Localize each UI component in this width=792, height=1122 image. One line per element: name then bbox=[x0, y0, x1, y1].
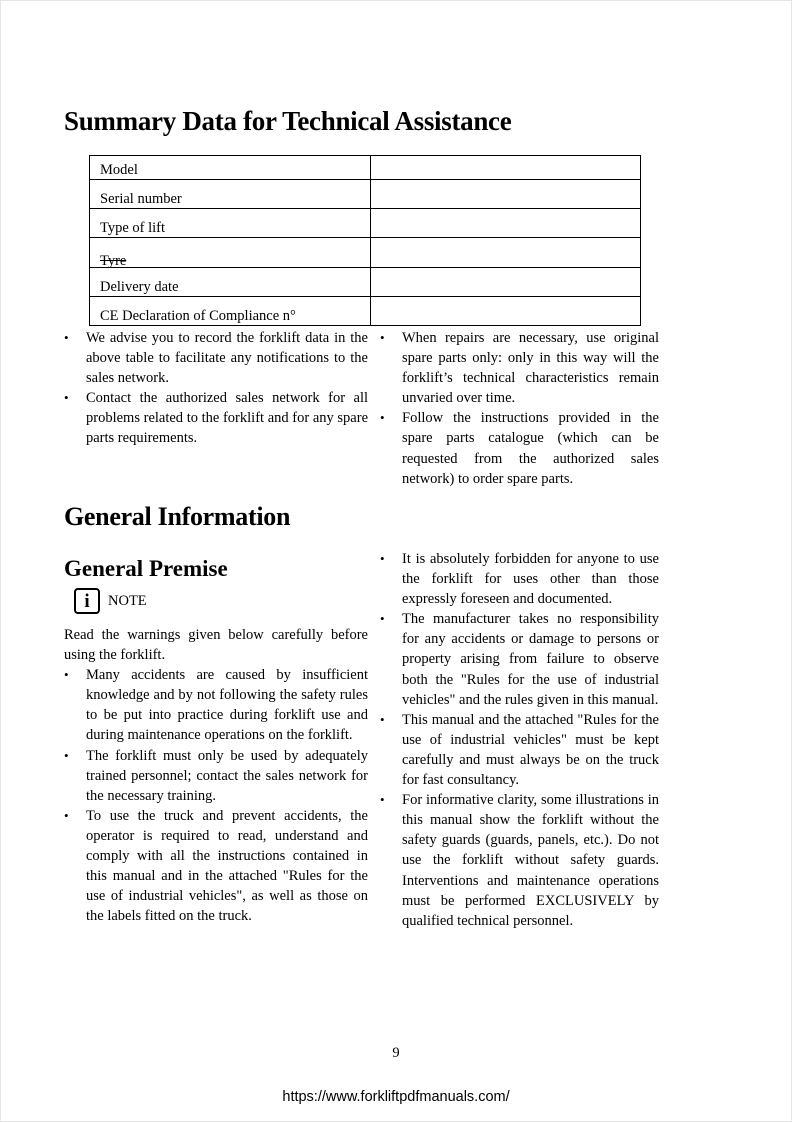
note-label: NOTE bbox=[108, 592, 147, 609]
summary-heading: Summary Data for Technical Assistance bbox=[64, 106, 512, 136]
struck-label: Tyre bbox=[100, 253, 127, 269]
list-item: • To use the truck and prevent accidents, the operator is required to read, understand and comply with all the instructions contained in this manual and in the attached "Rules for the use of industrial vehicles", as well as those on the labels fitted on the truck. bbox=[64, 806, 368, 927]
table-row bbox=[90, 180, 641, 209]
table-cell-value[interactable] bbox=[371, 156, 641, 180]
list-item: • We advise you to record the forklift data in the above table to facilitate any notifications to the sales network. bbox=[64, 328, 368, 388]
list-item: • For informative clarity, some illustrations in this manual show the forklift without the safety guards (guards, panels, etc.). Do not use the forklift without safety guards. Interventions and maintenance operations must be performed EXCLUSIVELY by qualified technical personnel. bbox=[380, 790, 659, 931]
general-heading: General Information bbox=[64, 502, 291, 531]
table-row bbox=[90, 268, 641, 297]
table-row bbox=[90, 297, 641, 326]
table-row bbox=[90, 238, 641, 268]
list-item: • The forklift must only be used by adequately trained personnel; contact the sales network for the necessary training. bbox=[64, 746, 368, 806]
list-item: • Many accidents are caused by insufficient knowledge and by not following the safety rules to be put into practice during forklift use and during maintenance operations on the forklift. bbox=[64, 665, 368, 745]
page-number: 9 bbox=[392, 1045, 400, 1061]
list-item: • Follow the instructions provided in the spare parts catalogue (which can be requested from the authorized sales network) to order spare parts. bbox=[380, 408, 659, 488]
table-cell-value[interactable] bbox=[371, 268, 641, 297]
intro-text: Read the warnings given below carefully before using the forklift. bbox=[64, 627, 368, 664]
table-cell-value[interactable] bbox=[371, 180, 641, 209]
summary-table bbox=[89, 155, 641, 326]
summary-right-column bbox=[380, 328, 659, 489]
summary-left-column bbox=[64, 328, 368, 449]
table-cell-value[interactable] bbox=[371, 297, 641, 326]
table-cell-label: Type of lift bbox=[90, 209, 371, 238]
table-row bbox=[90, 209, 641, 238]
footer-url[interactable]: https://www.forkliftpdfmanuals.com/ bbox=[282, 1089, 510, 1105]
table-row bbox=[90, 156, 641, 180]
table-cell-label: Model bbox=[90, 156, 371, 180]
premise-heading: General Premise bbox=[64, 556, 228, 581]
list-item: • Contact the authorized sales network for all problems related to the forklift and for any spare parts requirements. bbox=[64, 388, 368, 448]
list-item: • It is absolutely forbidden for anyone to use the forklift for uses other than those expressly foreseen and documented. bbox=[380, 549, 659, 609]
general-left-column bbox=[64, 625, 368, 926]
table-cell-value[interactable] bbox=[371, 238, 641, 268]
table-cell-value[interactable] bbox=[371, 209, 641, 238]
list-item: • When repairs are necessary, use original spare parts only: only in this way will the forklift’s technical characteristics remain unvaried over time. bbox=[380, 328, 659, 408]
table-cell-label: CE Declaration of Compliance n° bbox=[90, 297, 371, 326]
list-item: • The manufacturer takes no responsibility for any accidents or damage to persons or property arising from failure to observe both the "Rules for the use of industrial vehicles" and the rules given in this manual. bbox=[380, 609, 659, 709]
table-cell-label: Delivery date bbox=[90, 268, 371, 297]
info-icon: i bbox=[74, 588, 100, 614]
note-callout bbox=[74, 587, 147, 615]
list-item: • This manual and the attached "Rules for the use of industrial vehicles" must be kept carefully and must always be on the truck for fast consultancy. bbox=[380, 710, 659, 790]
table-cell-label bbox=[90, 238, 371, 268]
table-cell-label: Serial number bbox=[90, 180, 371, 209]
general-right-column bbox=[380, 549, 659, 931]
